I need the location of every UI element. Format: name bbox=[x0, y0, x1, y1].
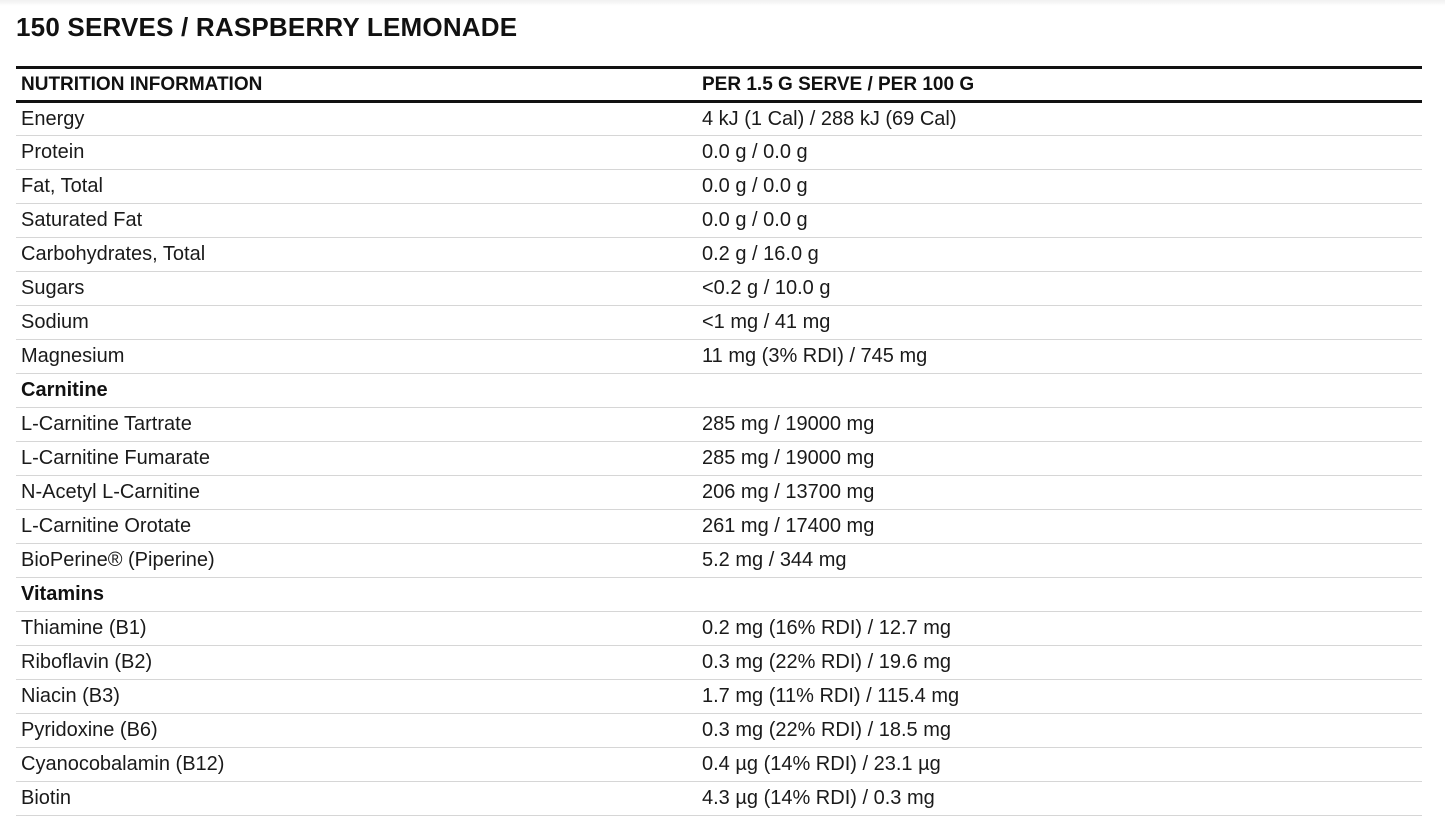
nutrient-name: L-Carnitine Orotate bbox=[16, 510, 697, 544]
nutrient-name: N-Acetyl L-Carnitine bbox=[16, 476, 697, 510]
nutrient-value: 11 mg (3% RDI) / 745 mg bbox=[697, 340, 1422, 374]
table-row bbox=[16, 136, 1422, 170]
nutrient-name: Cyanocobalamin (B12) bbox=[16, 748, 697, 782]
table-row bbox=[16, 102, 1422, 136]
nutrient-value: 206 mg / 13700 mg bbox=[697, 476, 1422, 510]
table-row bbox=[16, 612, 1422, 646]
nutrient-value: 0.2 mg (16% RDI) / 12.7 mg bbox=[697, 612, 1422, 646]
table-row bbox=[16, 306, 1422, 340]
table-row bbox=[16, 748, 1422, 782]
section-heading: Vitamins bbox=[16, 578, 697, 612]
nutrient-value: 4.3 µg (14% RDI) / 0.3 mg bbox=[697, 782, 1422, 816]
nutrient-name: Sugars bbox=[16, 272, 697, 306]
nutrient-name: L-Carnitine Tartrate bbox=[16, 408, 697, 442]
table-row bbox=[16, 340, 1422, 374]
nutrient-name: Biotin bbox=[16, 782, 697, 816]
table-row bbox=[16, 510, 1422, 544]
section-heading: Carnitine bbox=[16, 374, 697, 408]
nutrient-name: Niacin (B3) bbox=[16, 680, 697, 714]
nutrient-name: BioPerine® (Piperine) bbox=[16, 544, 697, 578]
table-row bbox=[16, 204, 1422, 238]
table-row bbox=[16, 714, 1422, 748]
table-row bbox=[16, 476, 1422, 510]
nutrient-name: Carbohydrates, Total bbox=[16, 238, 697, 272]
nutrient-value: 5.2 mg / 344 mg bbox=[697, 544, 1422, 578]
top-edge-shadow bbox=[0, 0, 1445, 6]
table-row bbox=[16, 170, 1422, 204]
nutrient-value bbox=[697, 374, 1422, 408]
table-row bbox=[16, 408, 1422, 442]
nutrition-table-body bbox=[16, 102, 1422, 816]
header-row bbox=[16, 68, 1422, 102]
nutrient-name: Fat, Total bbox=[16, 170, 697, 204]
nutrition-table-header bbox=[16, 68, 1422, 102]
nutrient-value: 0.4 µg (14% RDI) / 23.1 µg bbox=[697, 748, 1422, 782]
nutrient-value: <1 mg / 41 mg bbox=[697, 306, 1422, 340]
table-row bbox=[16, 680, 1422, 714]
nutrient-value: 285 mg / 19000 mg bbox=[697, 442, 1422, 476]
nutrient-value: 0.0 g / 0.0 g bbox=[697, 170, 1422, 204]
nutrient-value: 0.0 g / 0.0 g bbox=[697, 204, 1422, 238]
table-row bbox=[16, 272, 1422, 306]
nutrient-value: 0.0 g / 0.0 g bbox=[697, 136, 1422, 170]
nutrient-value: 0.2 g / 16.0 g bbox=[697, 238, 1422, 272]
header-nutrition-information: NUTRITION INFORMATION bbox=[16, 68, 697, 102]
table-row bbox=[16, 442, 1422, 476]
table-row bbox=[16, 238, 1422, 272]
table-row bbox=[16, 544, 1422, 578]
header-per-serve-per-100g: PER 1.5 G SERVE / PER 100 G bbox=[697, 68, 1422, 102]
nutrient-name: Riboflavin (B2) bbox=[16, 646, 697, 680]
nutrient-name: Protein bbox=[16, 136, 697, 170]
nutrient-name: Magnesium bbox=[16, 340, 697, 374]
nutrient-name: Saturated Fat bbox=[16, 204, 697, 238]
table-row bbox=[16, 782, 1422, 816]
nutrient-value: 1.7 mg (11% RDI) / 115.4 mg bbox=[697, 680, 1422, 714]
nutrient-name: Sodium bbox=[16, 306, 697, 340]
nutrient-value: 261 mg / 17400 mg bbox=[697, 510, 1422, 544]
nutrient-value: 4 kJ (1 Cal) / 288 kJ (69 Cal) bbox=[697, 102, 1422, 136]
nutrient-value: 285 mg / 19000 mg bbox=[697, 408, 1422, 442]
nutrition-table bbox=[16, 66, 1422, 816]
nutrient-name: L-Carnitine Fumarate bbox=[16, 442, 697, 476]
nutrition-table-container bbox=[16, 66, 1422, 816]
nutrient-value: 0.3 mg (22% RDI) / 19.6 mg bbox=[697, 646, 1422, 680]
nutrient-value: <0.2 g / 10.0 g bbox=[697, 272, 1422, 306]
section-row bbox=[16, 374, 1422, 408]
table-row bbox=[16, 646, 1422, 680]
section-row bbox=[16, 578, 1422, 612]
page-title: 150 SERVES / RASPBERRY LEMONADE bbox=[16, 12, 518, 42]
nutrient-value: 0.3 mg (22% RDI) / 18.5 mg bbox=[697, 714, 1422, 748]
nutrient-name: Pyridoxine (B6) bbox=[16, 714, 697, 748]
nutrient-name: Thiamine (B1) bbox=[16, 612, 697, 646]
nutrient-value bbox=[697, 578, 1422, 612]
nutrient-name: Energy bbox=[16, 102, 697, 136]
